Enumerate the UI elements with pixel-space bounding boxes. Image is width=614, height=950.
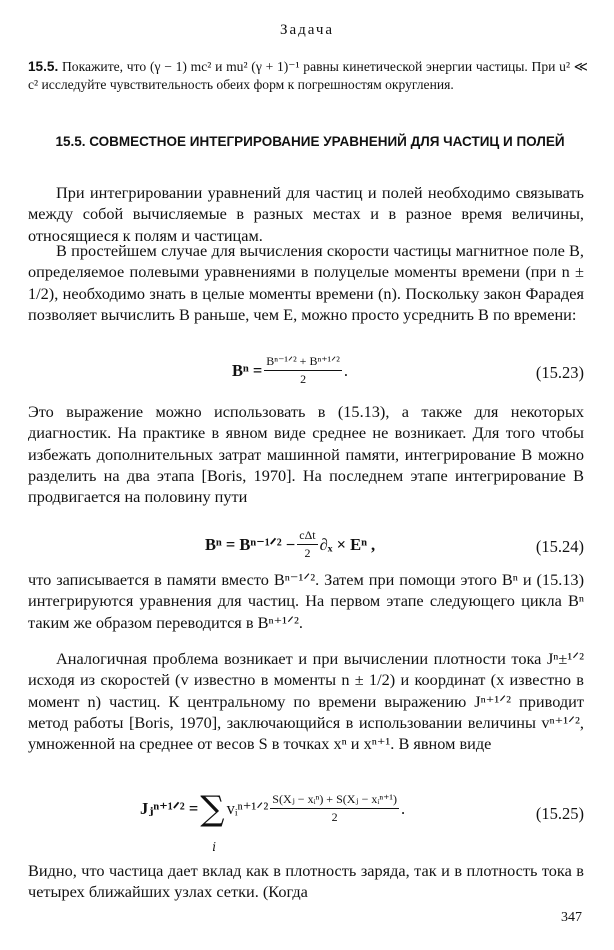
eq-15-25-tail: . [401, 798, 406, 818]
equation-15-23 [232, 354, 348, 387]
equation-number-15-24: (15.24) [535, 537, 584, 556]
eq-15-24-numerator: cΔt [297, 528, 317, 545]
eq-15-23-fraction [264, 354, 342, 387]
eq-15-23-lhs: Bⁿ = [232, 360, 263, 380]
summation-symbol: ∑ i [200, 794, 224, 824]
eq-15-25-fraction [270, 792, 399, 825]
problem-text-1: Покажите, что (γ − 1) mc² и mu² (γ + 1)⁻¹ равны кинетической энергии частицы. [61, 59, 528, 74]
equation-number-15-23: (15.23) [535, 363, 584, 382]
eq-15-25-term: vᵢⁿ⁺¹ᐟ² [226, 798, 269, 818]
equation-number-15-25: (15.25) [535, 804, 584, 823]
paragraph-5: Аналогичная проблема возникает и при вычислении плотности тока Jⁿ±¹ᐟ² исходя из скоростей (v известно в моменты n ± 1/2) и координат (x известно в момент n) частиц. К центральному по времени выражению Jⁿ⁺¹ᐟ² приводит метод работы [Boris, 1970], заключающийся в использовании величины vⁿ⁺¹ᐟ², умноженной на среднее от весов S в точках xⁿ и xⁿ⁺¹. В явном виде [28, 649, 584, 754]
eq-15-24-fraction [297, 528, 317, 561]
eq-15-25-numerator: S(Xⱼ − xᵢⁿ) + S(Xⱼ − xᵢⁿ⁺¹) [270, 792, 399, 809]
section-title: 15.5. СОВМЕСТНОЕ ИНТЕГРИРОВАНИЕ УРАВНЕНИЙ ДЛЯ ЧАСТИЦ И ПОЛЕЙ [55, 134, 565, 149]
paragraph-3: Это выражение можно использовать в (15.13), а также для некоторых диагностик. На практике в явном виде среднее не возникает. Для того чтобы избежать дополнительных затрат машинной памяти, интегрирование B можно разделить на два этапа [Boris, 1970]. На последнем этапе интегрирование B продвигается на половину пути [28, 402, 584, 507]
problem-text-2: При u² ≪ c² исследуйте чувствительность обеих форм к погрешностям округления. [28, 59, 588, 92]
paragraph-1: При интегрировании уравнений для частиц и полей необходимо связывать между собой вычисляемые в разных местах и в разное время величины, относящиеся к полям и частицам. [28, 183, 584, 245]
eq-15-24-lhs: Bⁿ = Bⁿ⁻¹ᐟ² − [205, 534, 296, 554]
equation-15-25 [140, 788, 406, 854]
running-head: Задача [279, 22, 335, 38]
summation-index: i [212, 839, 217, 854]
eq-15-25-lhs: Jⱼⁿ⁺¹ᐟ² = [140, 798, 199, 818]
eq-15-23-tail: . [343, 360, 348, 380]
page-number: 347 [561, 910, 582, 925]
paragraph-6: Видно, что частица дает вклад как в плотность заряда, так и в плотность тока в четырех ближайших узлах сетки. (Когда [28, 861, 584, 902]
eq-15-23-numerator: Bⁿ⁻¹ᐟ² + Bⁿ⁺¹ᐟ² [264, 354, 342, 371]
problem-15-5 [28, 58, 588, 94]
eq-15-23-denominator: 2 [300, 372, 307, 386]
eq-15-25-denominator: 2 [331, 810, 338, 824]
eq-15-24-rhs: ∂ₓ × Eⁿ , [319, 534, 376, 554]
eq-15-24-denominator: 2 [304, 546, 311, 560]
paragraph-2: В простейшем случае для вычисления скорости частицы магнитное поле B, определяемое полевыми уравнениями в полуцелые моменты времени (при n ± 1/2), необходимо знать в целые моменты времени (n). Поскольку закон Фарадея позволяет вычислить B раньше, чем E, можно просто усреднить B по времени: [28, 241, 584, 324]
paragraph-4: что записывается в памяти вместо Bⁿ⁻¹ᐟ². Затем при помощи этого Bⁿ и (15.13) интегрируются уравнения для частиц. На первом этапе следующего цикла Bⁿ таким же образом переводится в Bⁿ⁺¹ᐟ². [28, 570, 584, 632]
problem-number: 15.5. [28, 59, 59, 74]
equation-15-24 [205, 528, 375, 561]
